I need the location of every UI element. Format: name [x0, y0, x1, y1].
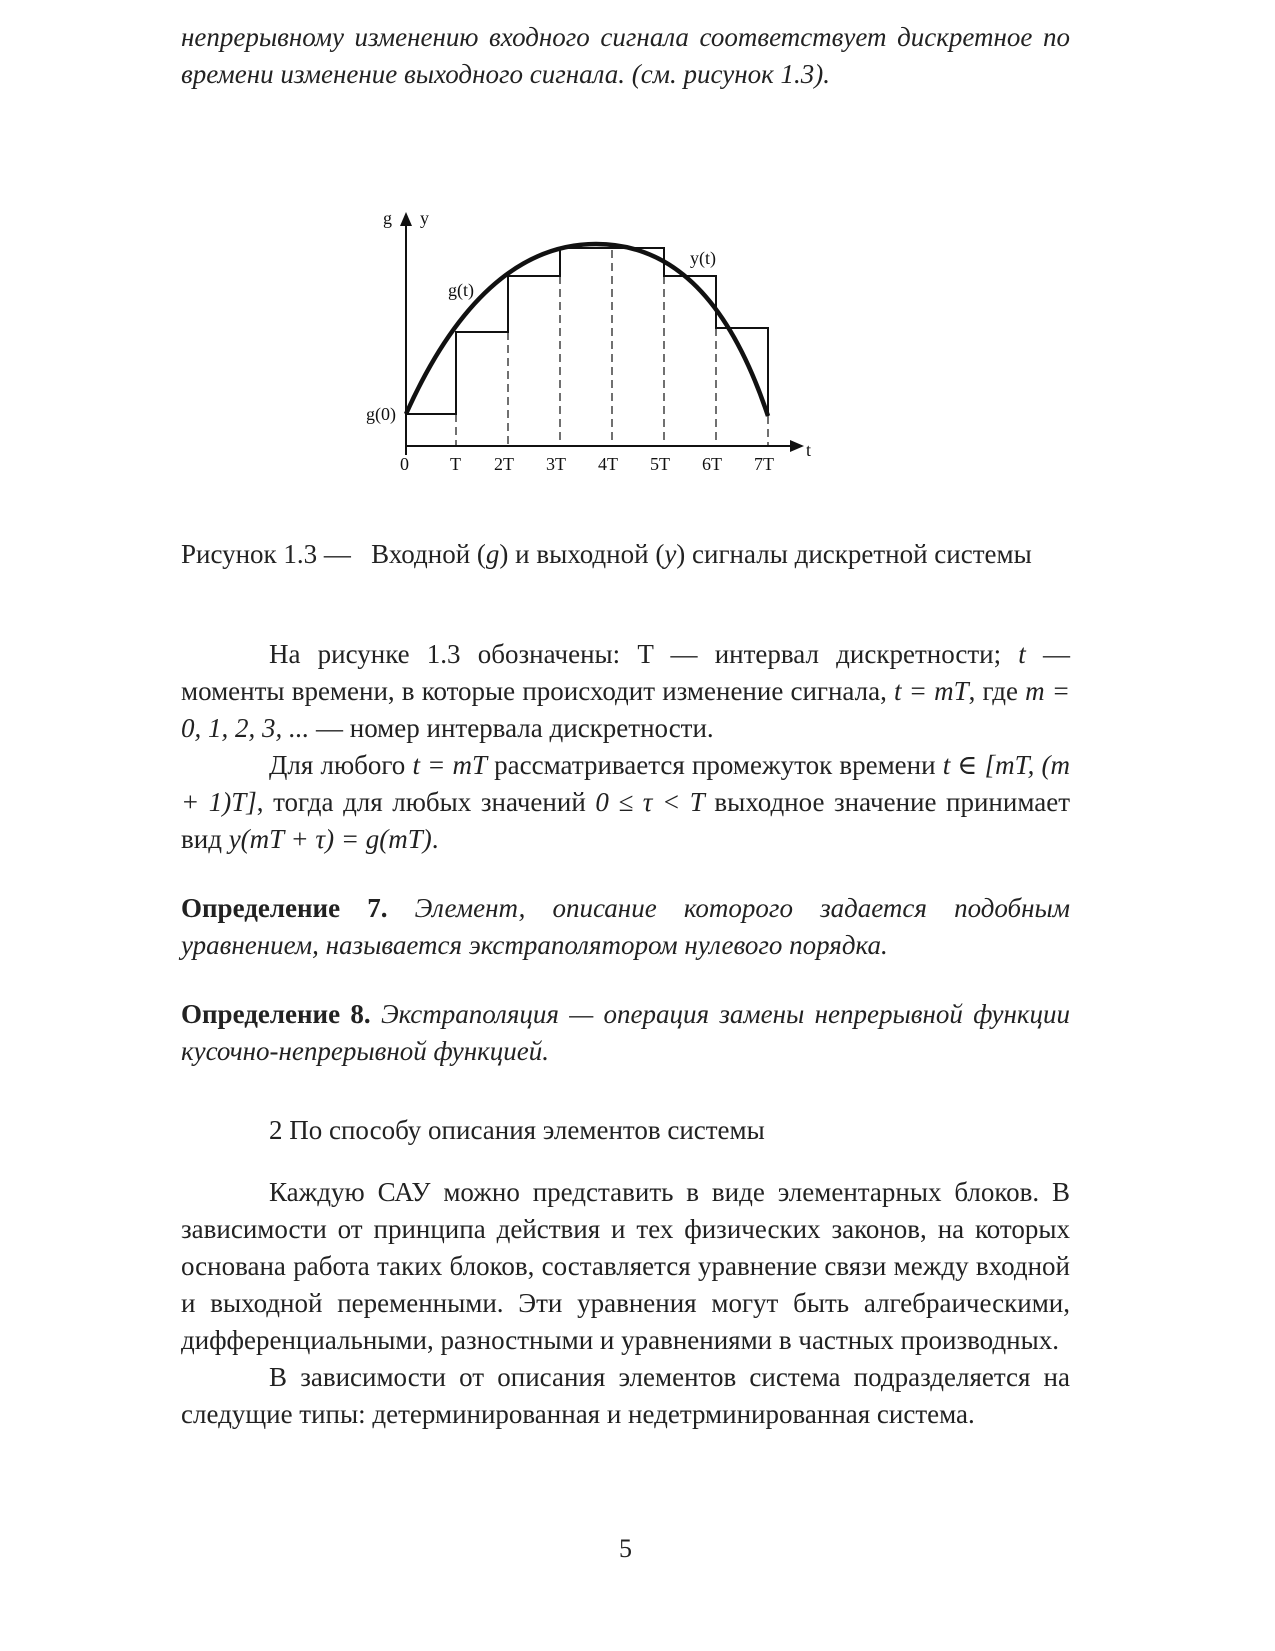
paragraph-2-text-e: .: [431, 824, 439, 854]
definition-8-text: Экстраполяция — операция замены непрерывной функции кусочно-непрерывной функцией.: [181, 999, 1070, 1066]
paragraph-2-eq1: t = mT: [412, 750, 488, 780]
paragraph-1-text-b: — моменты времени, в которые происходит изменение сигнала,: [181, 639, 1070, 706]
paragraph-2-text-a: Для любого: [269, 750, 413, 780]
paragraph-1-block: [181, 636, 1070, 858]
caption-part2: ) и выходной (: [499, 539, 665, 569]
lead-paragraph: непрерывному изменению входного сигнала соответствует дискретное по времени изменение выходного сигнала. (см. рисунок 1.3).: [181, 22, 1070, 89]
x-tick-label: 5T: [650, 454, 670, 474]
paragraph-1-text-a: На рисунке 1.3 обозначены: T — интервал дискретности;: [269, 639, 1019, 669]
x-tick-label: 7T: [754, 454, 774, 474]
paragraph-1-m-seq: m = 0, 1, 2, 3, ...: [181, 676, 1071, 743]
x-axis-arrow: [790, 440, 804, 452]
paragraph-4: В зависимости от описания элементов система подразделяется на следущие типы: детерминированная и недетрминированная система.: [181, 1362, 1070, 1429]
paragraph-3: Каждую САУ можно представить в виде элементарных блоков. В зависимости от принципа действия и тех физических законов, на которых основана работа таких блоков, составляется уравнение связи между входной и выходной переменными. Эти уравнения могут быть алгебраическими, дифференциальными, разностными и уравнениями в частных производных.: [181, 1177, 1070, 1355]
page-number: 5: [619, 1534, 632, 1563]
x-tick-label: 3T: [546, 454, 566, 474]
section-heading: 2 По способу описания элементов системы: [269, 1115, 765, 1145]
caption-part3: ) сигналы дискретной системы: [676, 539, 1032, 569]
paragraph-2-eq3: 0 ≤ τ < T: [595, 787, 705, 817]
caption-prefix: Рисунок 1.3 —: [181, 539, 351, 569]
curve-label-y: y(t): [690, 248, 716, 268]
x-axis-label: t: [806, 440, 812, 460]
paragraph-2: [181, 747, 1070, 858]
paragraph-1-text-c: , где: [968, 676, 1026, 706]
paragraph-2-text-b: рассматривается промежуток времени: [487, 750, 943, 780]
paragraph-2-text-d: выходное значение принимает вид: [181, 787, 1070, 854]
paragraph-2-eq4: y(mT + τ) = g(mT): [228, 824, 432, 854]
x-tick-label: 2T: [494, 454, 514, 474]
figure-caption: [181, 536, 1070, 573]
g0-label: g(0): [366, 404, 396, 424]
definition-8-label: Определение 8.: [181, 999, 371, 1029]
y-axis-arrow: [400, 212, 412, 226]
y-axis-label-g: g: [383, 208, 392, 228]
paragraph-1-t: t: [1018, 639, 1026, 669]
definition-7: [181, 890, 1070, 964]
paragraph-1-text-d: — номер интервала дискретности.: [309, 713, 714, 743]
paragraph-2-text-c: , тогда для любых значений: [256, 787, 596, 817]
origin-label: 0: [400, 454, 409, 474]
paragraph-1: [181, 636, 1070, 747]
paragraph-2-eq2: t ∈ [mT, (m + 1)T]: [181, 750, 1070, 817]
curve-g: [406, 244, 768, 416]
paragraph-3-block: [181, 1174, 1070, 1433]
definition-7-label: Определение 7.: [181, 893, 388, 923]
x-tick-label: T: [450, 454, 461, 474]
curve-label-g: g(t): [448, 280, 474, 300]
definition-7-text: Элемент, описание которого задается подобным уравнением, называется экстраполятором нулевого порядка.: [181, 893, 1071, 960]
figure-1-3: [366, 208, 846, 500]
caption-g: g: [485, 539, 500, 569]
staircase-y: [406, 248, 768, 416]
paragraph-1-eq: t = mT: [894, 676, 969, 706]
x-tick-label: 4T: [598, 454, 618, 474]
x-tick-label: 6T: [702, 454, 722, 474]
caption-y: y: [664, 539, 677, 569]
caption-part1: Входной (: [371, 539, 486, 569]
definition-8: [181, 996, 1070, 1070]
y-axis-label-y: y: [420, 208, 429, 228]
